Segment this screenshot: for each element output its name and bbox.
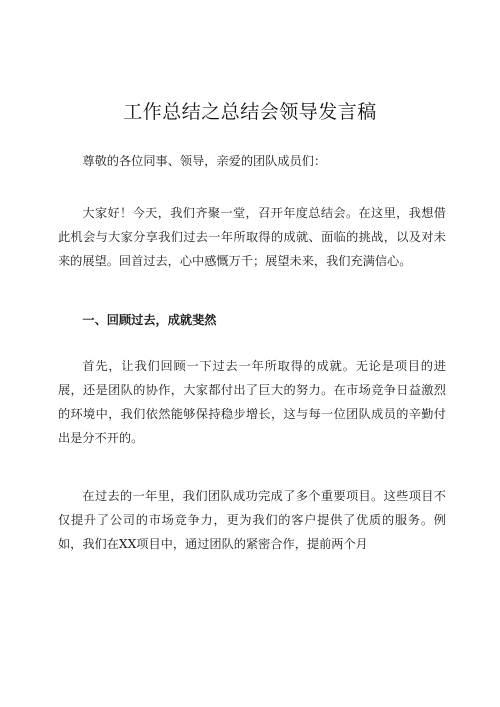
greeting-paragraph: 尊敬的各位同事、领导，亲爱的团队成员们：: [82, 154, 327, 168]
section-heading: 一、回顾过去，成就斐然: [82, 313, 217, 327]
intro-paragraph: 大家好！今天，我们齐聚一堂，召开年度总结会。在这里，我想借此机会与大家分享我们过去一年所取得的成就、面临的挑战，以及对未来的展望。回首过去，心中感慨万千；展望未来，我们充满信心。: [58, 206, 446, 268]
document-title: 工作总结之总结会领导发言稿: [123, 101, 377, 123]
body-paragraph-projects: 在过去的一年里，我们团队成功完成了多个重要项目。这些项目不仅提升了公司的市场竞争力，更为我们的客户提供了优质的服务。例如，我们在XX项目中，通过团队的紧密合作，提前两个月: [58, 489, 446, 551]
body-paragraph-achievements: 首先，让我们回顾一下过去一年所取得的成就。无论是项目的进展，还是团队的协作，大家都付出了巨大的努力。在市场竞争日益激烈的环境中，我们依然能够保持稳步增长，这与每一位团队成员的辛勤付出是分不开的。: [58, 359, 446, 445]
